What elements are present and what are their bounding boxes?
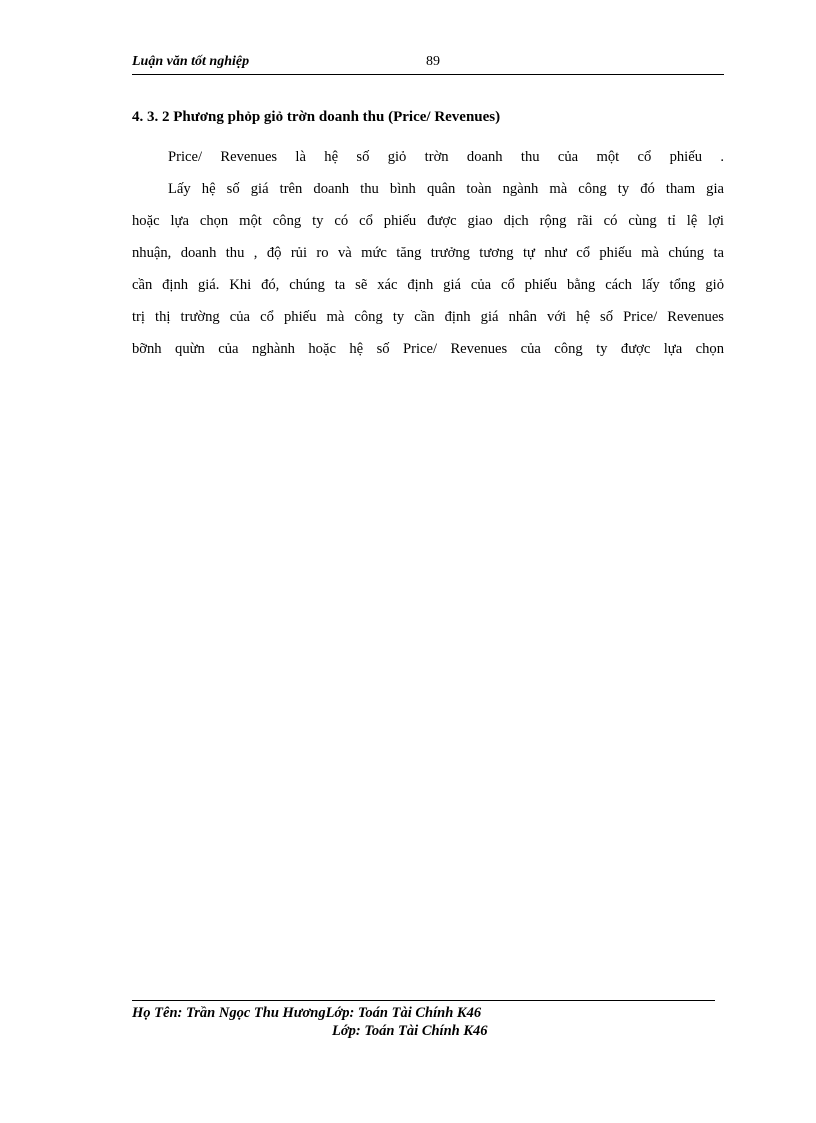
body-text	[132, 143, 724, 367]
author-class-line: Họ Tên: Trần Ngọc Thu HươngLớp: Toán Tài Chính K46	[132, 1005, 482, 1021]
thesis-title: Luận văn tốt nghiệp	[132, 54, 250, 69]
paragraph-2-line: Lấy hệ số giá trên doanh thu bình quân toàn ngành mà công ty đó tham gia	[168, 181, 724, 197]
paragraph-2-line: trị thị trường của cổ phiếu mà công ty cần định giá nhân với hệ số Price/ Revenues	[132, 309, 724, 325]
paragraph-2-line: nhuận, doanh thu , độ rủi ro và mức tăng trưởng tương tự như cổ phiếu mà chúng ta	[132, 245, 724, 261]
page-number: 89	[426, 54, 440, 69]
paragraph-2-line: hoặc lựa chọn một công ty có cổ phiếu được giao dịch rộng rãi có cùng tỉ lệ lợi	[132, 213, 724, 229]
class-line: Lớp: Toán Tài Chính K46	[332, 1023, 488, 1039]
page-footer	[132, 1000, 715, 1040]
paragraph-2-line: cần định giá. Khi đó, chúng ta sẽ xác định giá của cổ phiếu bằng cách lấy tổng giỏ	[132, 277, 724, 293]
section-heading: 4. 3. 2 Phương phỏp giỏ trờn doanh thu (Price/ Revenues)	[132, 109, 501, 125]
paragraph-2-line: bỡnh quừn của nghành hoặc hệ số Price/ Revenues của công ty được lựa chọn	[132, 341, 724, 357]
page-header	[132, 52, 724, 75]
paragraph-1-line: Price/ Revenues là hệ số giỏ trờn doanh thu của một cổ phiếu .	[168, 149, 724, 165]
